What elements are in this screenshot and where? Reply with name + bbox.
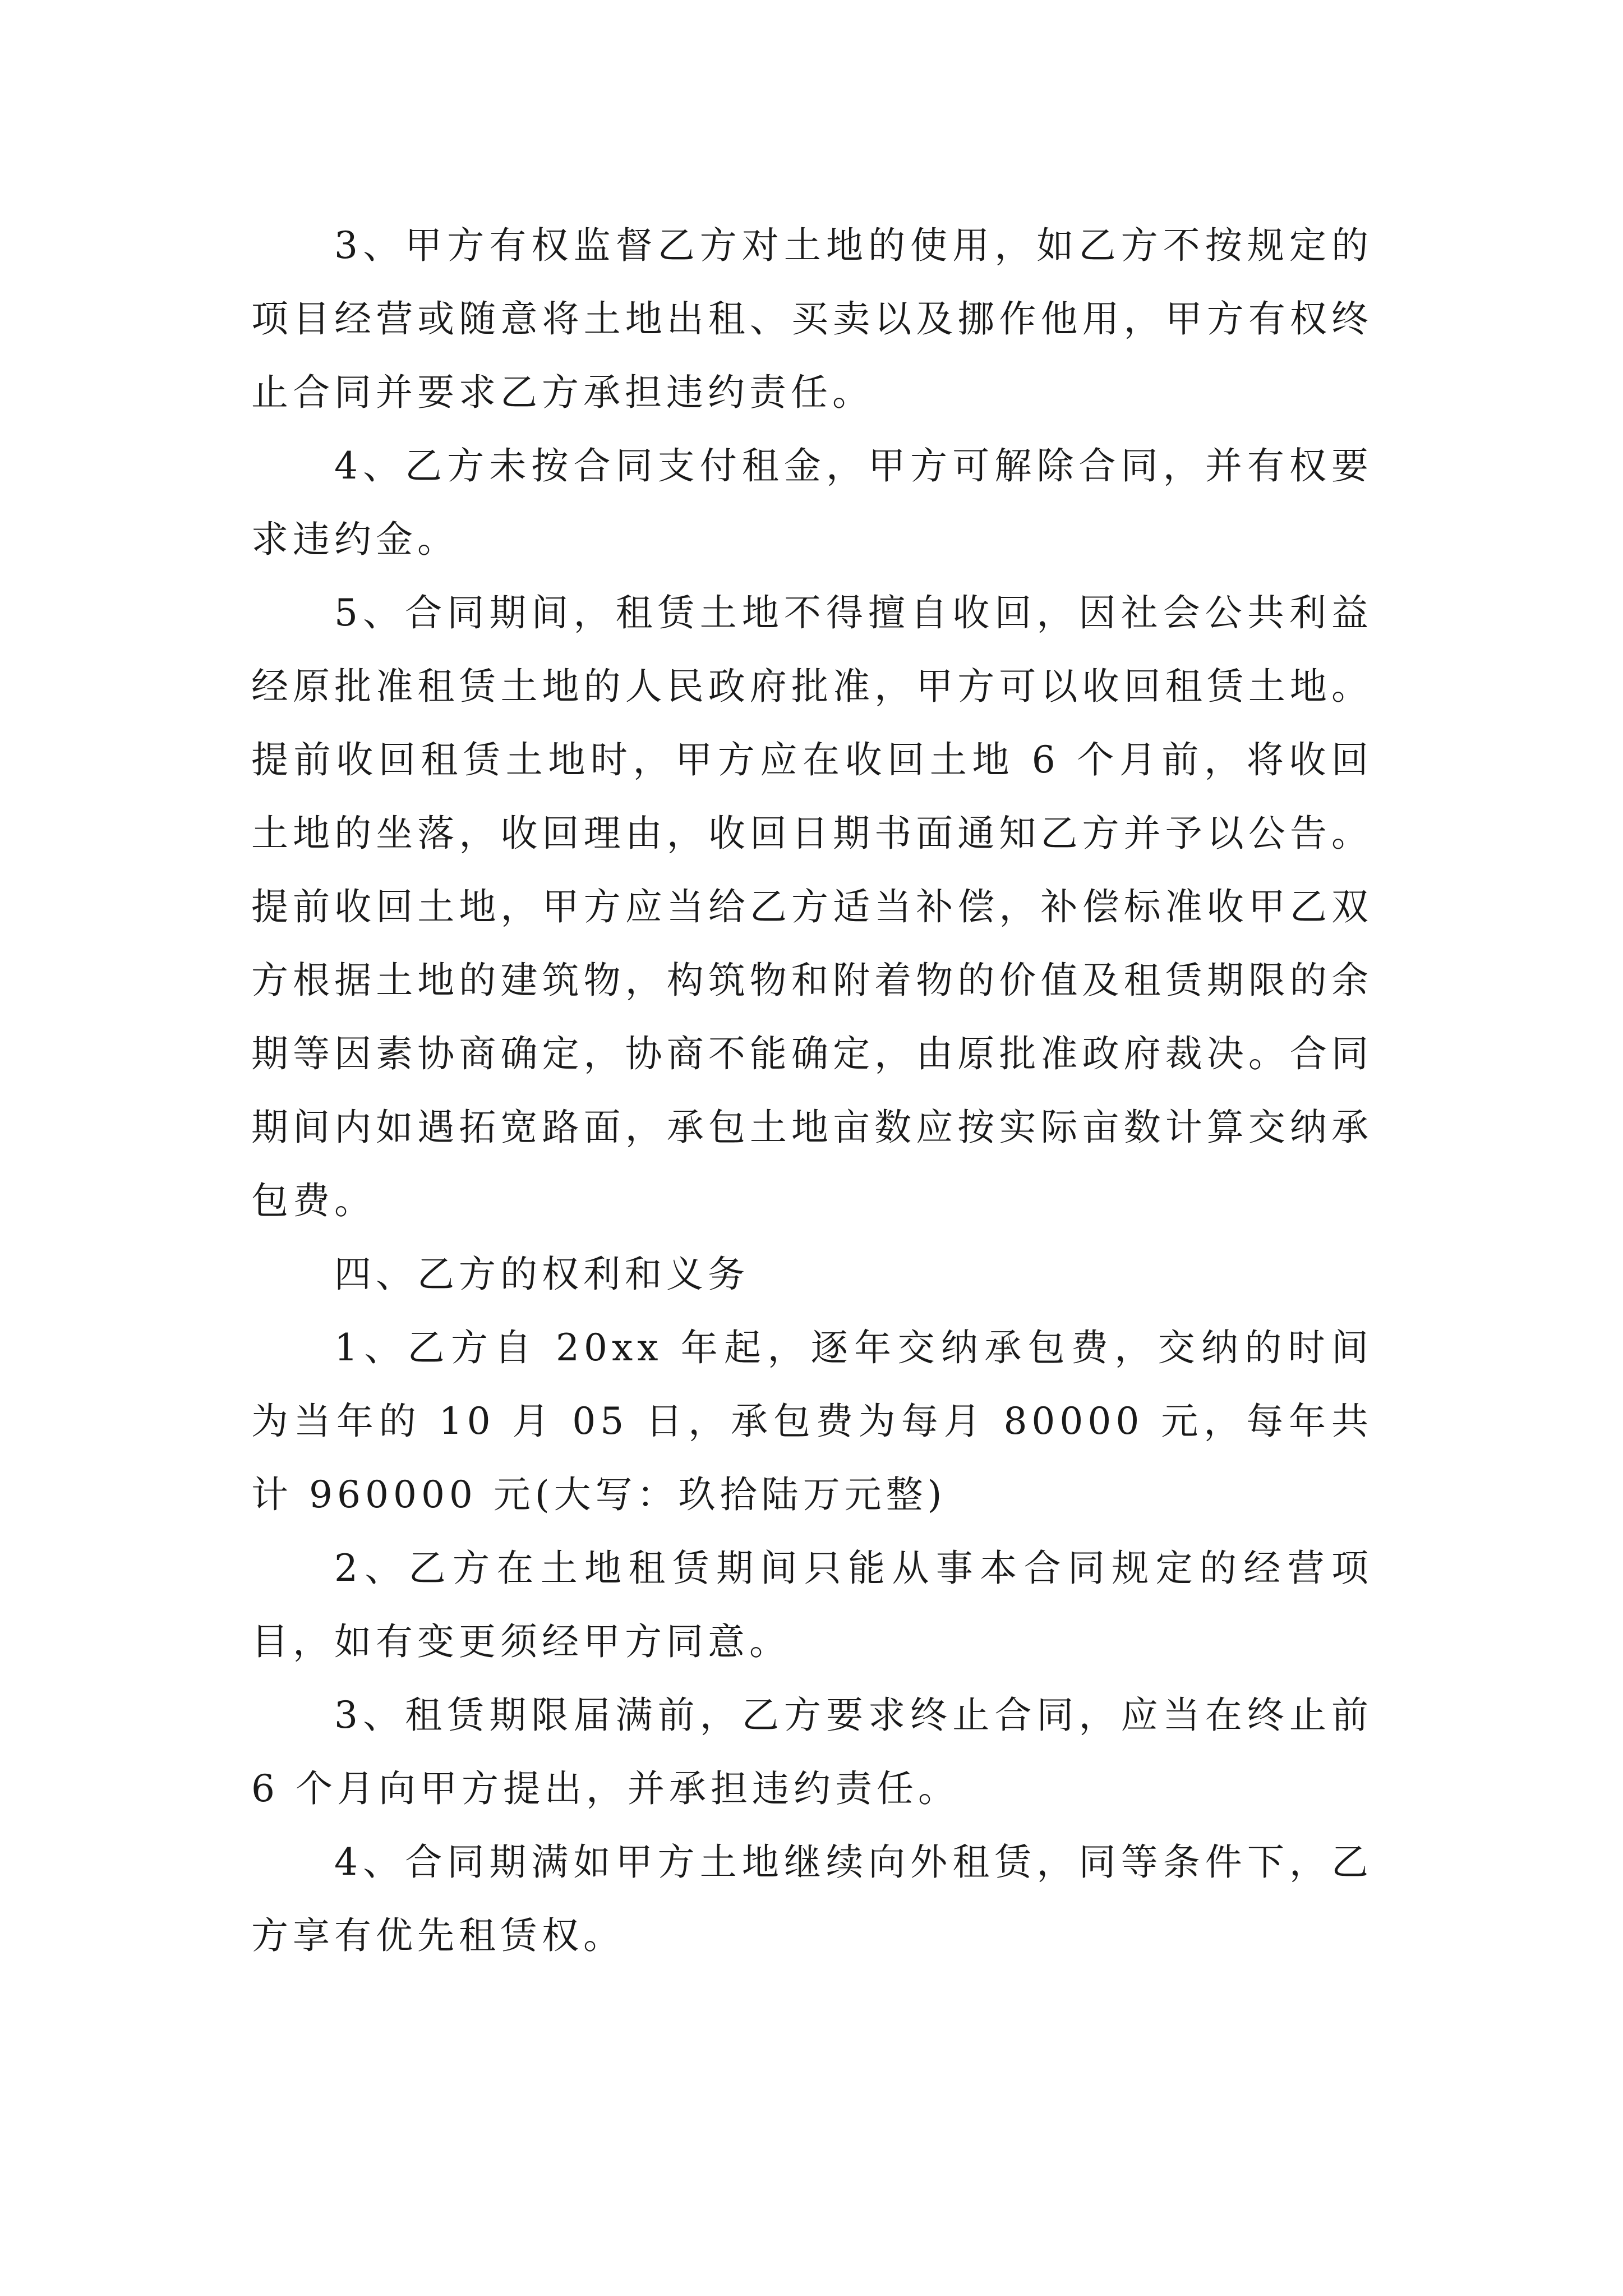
paragraph-b-clause-1-fees: 1、乙方自 20xx 年起，逐年交纳承包费，交纳的时间为当年的 10 月 05 日，承包费为每月 80000 元，每年共计 960000 元(大写：玖拾陆万元整) — [251, 1326, 1373, 1516]
paragraph-b-clause-4-priority: 4、合同期满如甲方土地继续向外租赁，同等条件下，乙方享有优先租赁权。 — [251, 1841, 1373, 1957]
paragraph-clause-3-supervision: 3、甲方有权监督乙方对土地的使用，如乙方不按规定的项目经营或随意将土地出租、买卖以及挪作他用，甲方有权终止合同并要求乙方承担违约责任。 — [251, 224, 1373, 414]
document-body — [251, 209, 1373, 1972]
paragraph-b-clause-2-scope: 2、乙方在土地租赁期间只能从事本合同规定的经营项目，如有变更须经甲方同意。 — [251, 1547, 1373, 1663]
paragraph-clause-5-land-recovery: 5、合同期间，租赁土地不得擅自收回，因社会公共利益经原批准租赁土地的人民政府批准，甲方可以收回租赁土地。提前收回租赁土地时，甲方应在收回土地 6 个月前，将收回土地的坐落，收回理由，收回日期书面通知乙方并予以公告。提前收回土地，甲方应当给乙方适当补偿，补偿标准收甲乙双方根据土地的建筑物，构筑物和附着物的价值及租赁期限的余期等因素协商确定，协商不能确定，由原批准政府裁决。合同期间内如遇拓宽路面，承包土地亩数应按实际亩数计算交纳承包费。 — [251, 591, 1373, 1222]
section-heading-party-b-rights: 四、乙方的权利和义务 — [334, 1253, 749, 1296]
paragraph-clause-4-rent-default: 4、乙方未按合同支付租金，甲方可解除合同，并有权要求违约金。 — [251, 444, 1373, 561]
paragraph-b-clause-3-termination: 3、租赁期限届满前，乙方要求终止合同，应当在终止前 6 个月向甲方提出，并承担违约责任。 — [251, 1694, 1373, 1810]
